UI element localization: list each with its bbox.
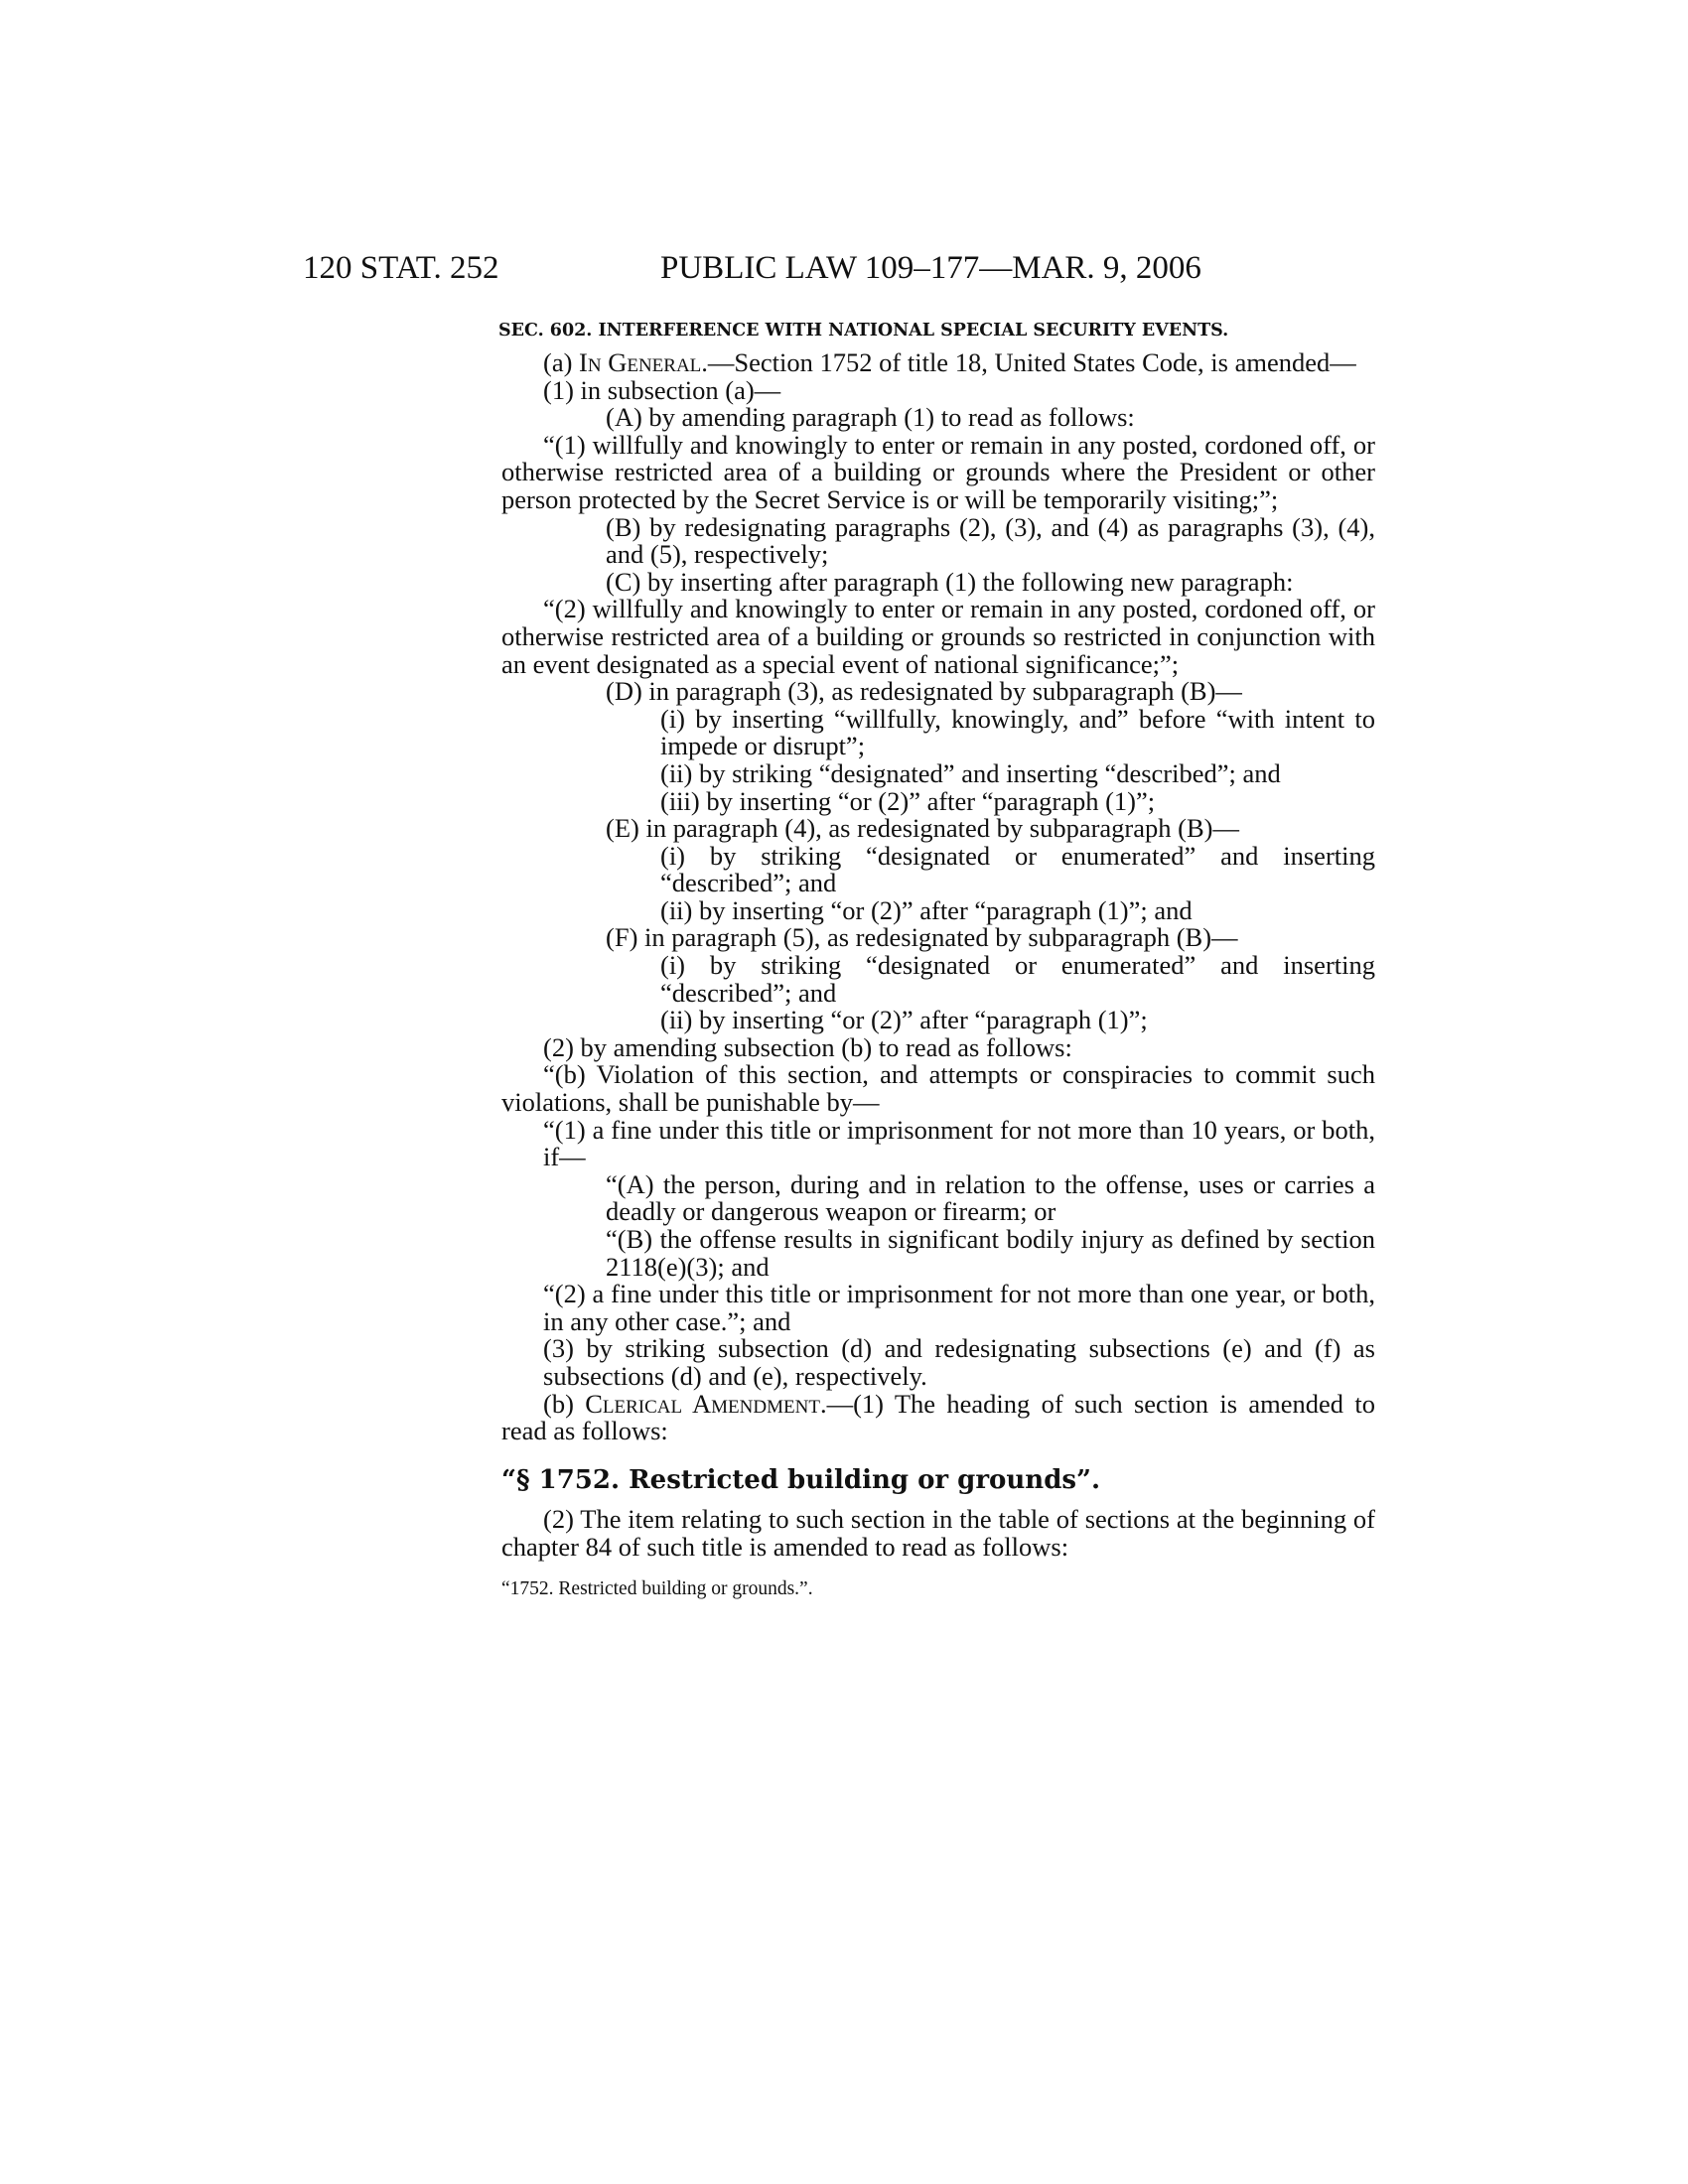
subsection-b-caption: Clerical Amendment xyxy=(585,1388,820,1419)
document-body xyxy=(498,319,1375,1602)
quoted-b-paragraph-1: “(1) a fine under this title or imprisonment for not more than 10 years, or both, if— xyxy=(543,1114,1375,1172)
subparagraph-a-F: (F) in paragraph (5), as redesignated by subparagraph (B)— xyxy=(606,922,1238,953)
amended-section-title: “§ 1752. Restricted building or grounds”. xyxy=(501,1464,1101,1495)
subsection-b-text: .—(1) The heading of such section is amended to read as follows: xyxy=(501,1388,1375,1446)
subsection-a-caption: In General xyxy=(579,347,702,377)
clause-a-F-ii: (ii) by inserting “or (2)” after “paragraph (1)”; xyxy=(660,1005,1148,1035)
subparagraph-a-C: (C) by inserting after paragraph (1) the following new paragraph: xyxy=(606,566,1294,597)
clause-a-E-i: (i) by striking “designated or enumerated” and inserting “described”; and xyxy=(660,840,1375,898)
subparagraph-a-E: (E) in paragraph (4), as redesignated by subparagraph (B)— xyxy=(606,813,1239,844)
paragraph-a3: (3) by striking subsection (d) and redesignating subsections (e) and (f) as subsections (d) and (e), respectively. xyxy=(543,1333,1375,1391)
subsection-a xyxy=(501,349,1375,377)
table-of-sections-item: “1752. Restricted building or grounds.”. xyxy=(501,1577,813,1599)
clause-a-D-iii: (iii) by inserting “or (2)” after “paragraph (1)”; xyxy=(660,785,1156,816)
quoted-b-paragraph-2: “(2) a fine under this title or imprisonment for not more than one year, or both, in any other case.”; and xyxy=(543,1279,1375,1336)
page-header xyxy=(303,250,1216,290)
subsection-a-label: (a) xyxy=(543,347,580,377)
section-heading: SEC. 602. INTERFERENCE WITH NATIONAL SPECIAL SECURITY EVENTS. xyxy=(498,321,1229,341)
subsection-b xyxy=(501,1388,1375,1446)
subsection-a-text: .—Section 1752 of title 18, United States Code, is amended— xyxy=(701,347,1356,377)
quoted-subsection-b: “(b) Violation of this section, and attempts or conspiracies to commit such violations, shall be punishable by— xyxy=(501,1059,1375,1118)
subparagraph-a-D: (D) in paragraph (3), as redesignated by subparagraph (B)— xyxy=(606,676,1242,707)
subparagraph-a-B: (B) by redesignating paragraphs (2), (3), and (4) as paragraphs (3), (4), and (5), respectively; xyxy=(606,511,1375,570)
statute-page-number: 120 STAT. 252 xyxy=(303,250,499,286)
quoted-paragraph-1: “(1) willfully and knowingly to enter or remain in any posted, cordoned off, or otherwise restricted area of a building or grounds where the President or other person protected by the Secret Service is or will be temporarily visiting;”; xyxy=(501,429,1375,514)
quoted-b-1-B: “(B) the offense results in significant bodily injury as defined by section 2118(e)(3); and xyxy=(606,1224,1375,1282)
clause-a-E-ii: (ii) by inserting “or (2)” after “paragraph (1)”; and xyxy=(660,894,1193,925)
clause-a-D-i: (i) by inserting “willfully, knowingly, and” before “with intent to impede or disrupt”; xyxy=(660,703,1375,761)
subparagraph-a-A: (A) by amending paragraph (1) to read as follows: xyxy=(606,402,1135,433)
public-law-citation: PUBLIC LAW 109–177—MAR. 9, 2006 xyxy=(660,250,1201,286)
clause-a-F-i: (i) by striking “designated or enumerated” and inserting “described”; and xyxy=(660,950,1375,1008)
quoted-paragraph-2: “(2) willfully and knowingly to enter or remain in any posted, cordoned off, or otherwise restricted area of a building or grounds so restricted in conjunction with an event designated as a special event of national significance;”; xyxy=(501,594,1375,679)
clause-a-D-ii: (ii) by striking “designated” and inserting “described”; and xyxy=(660,757,1281,788)
quoted-b-1-A: “(A) the person, during and in relation to the offense, uses or carries a deadly or dangerous weapon or firearm; or xyxy=(606,1168,1375,1227)
paragraph-b2: (2) The item relating to such section in the table of sections at the beginning of chapter 84 of such title is amended to read as follows: xyxy=(501,1504,1375,1562)
paragraph-a2: (2) by amending subsection (b) to read as follows: xyxy=(543,1031,1072,1062)
paragraph-a1: (1) in subsection (a)— xyxy=(543,374,781,405)
subsection-b-label: (b) xyxy=(543,1388,586,1419)
